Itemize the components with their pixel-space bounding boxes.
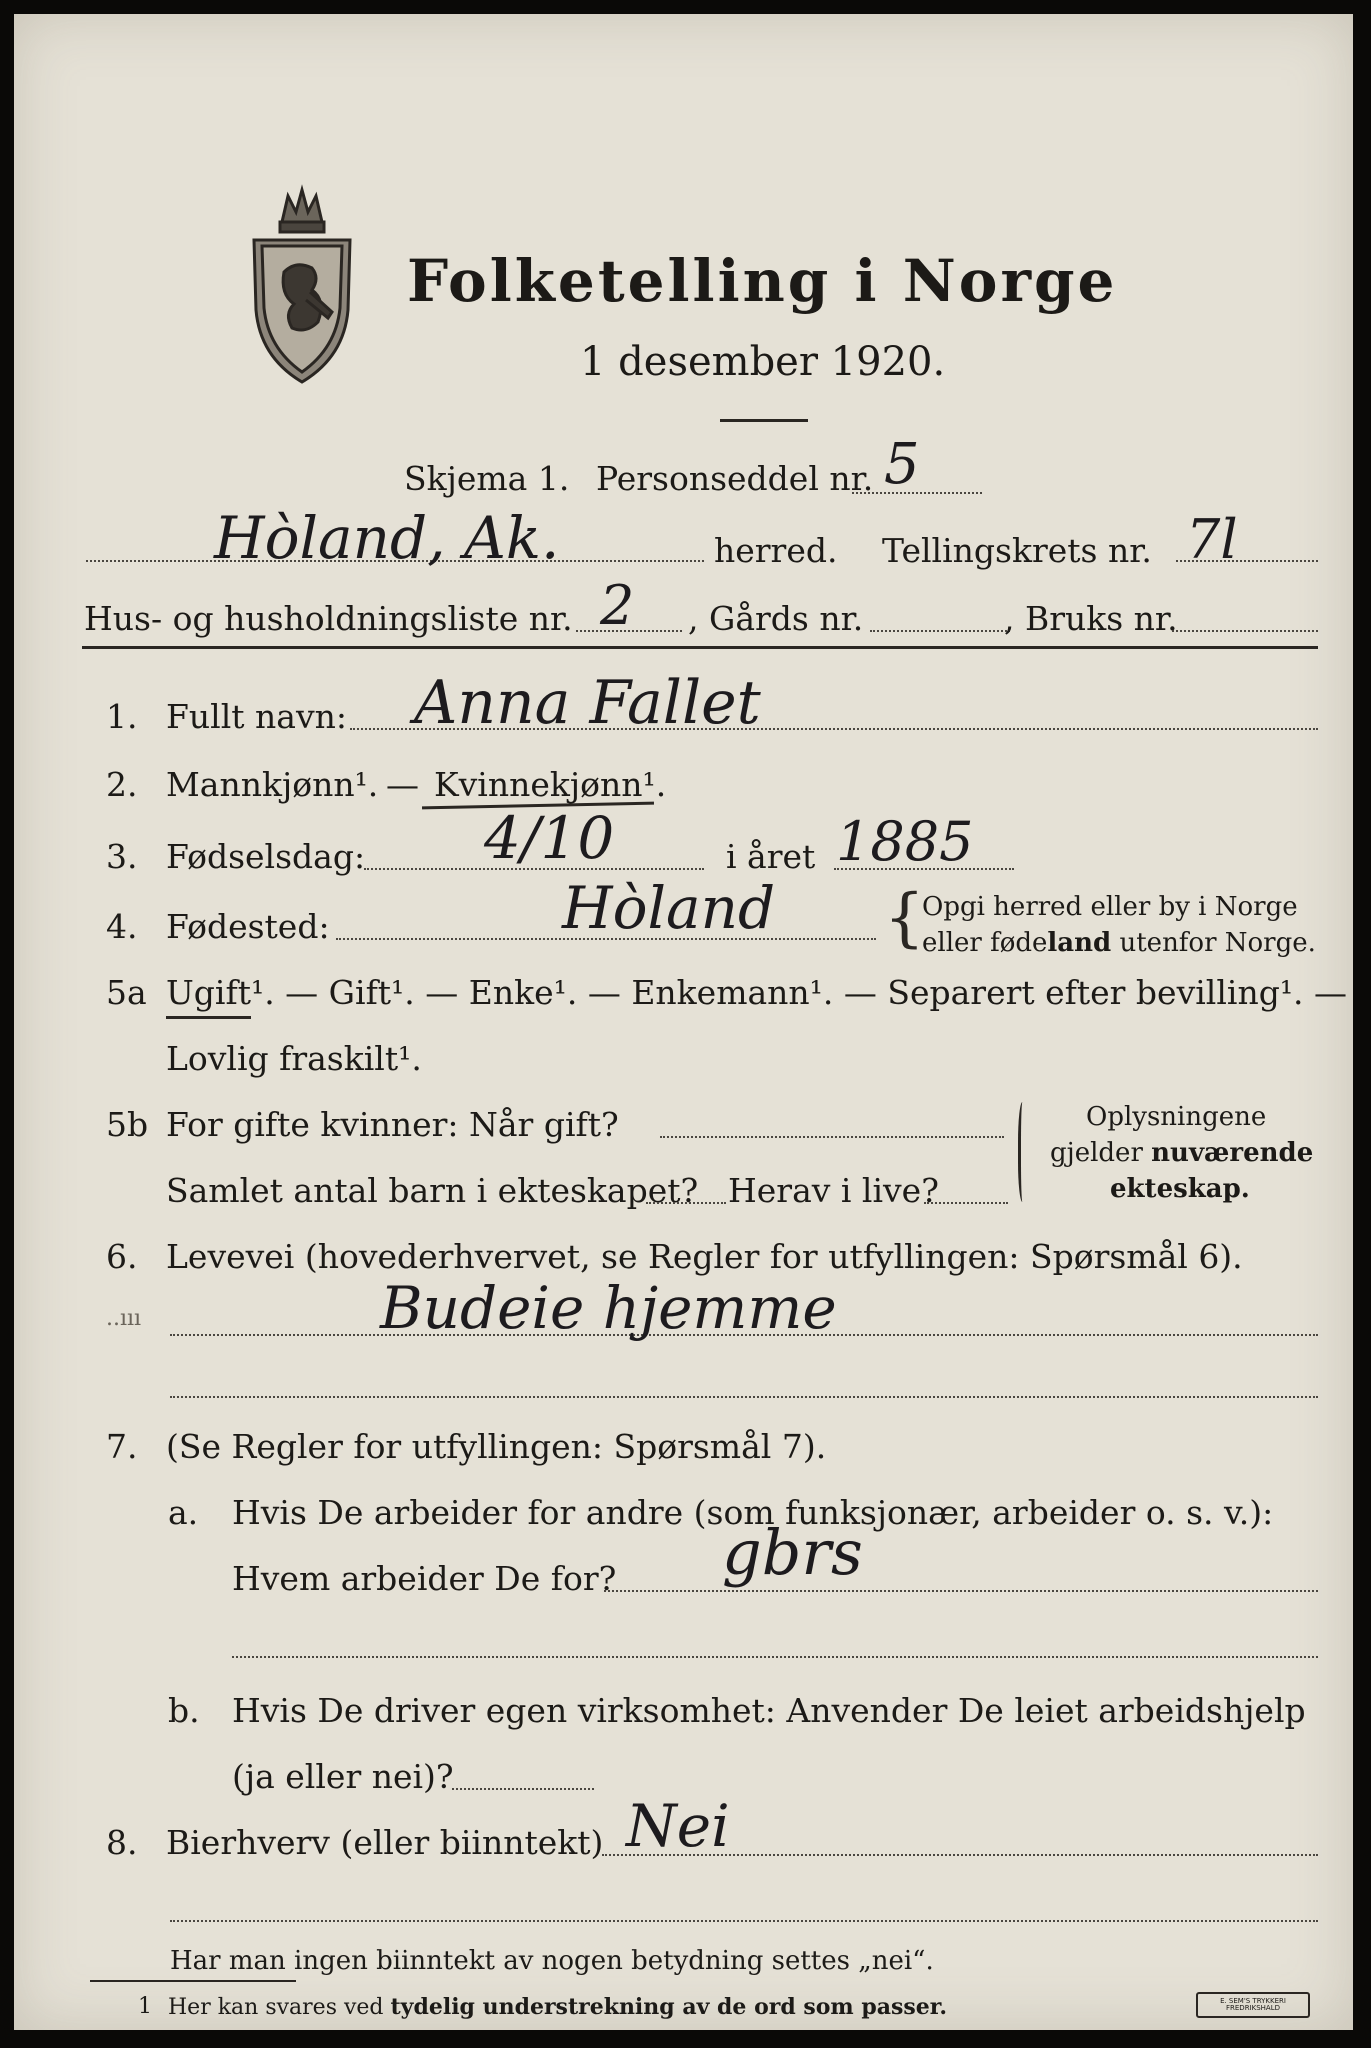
q7a-line2: Hvem arbeider De for? — [232, 1559, 617, 1598]
coat-of-arms-icon — [240, 182, 364, 392]
q7b-letter: b. — [168, 1691, 200, 1730]
q4-number: 4. — [106, 907, 138, 946]
q6-label: Levevei (hovederhvervet, se Regler for utfyllingen: Spørsmål 6). — [166, 1237, 1243, 1276]
q3-label: Fødselsdag: — [166, 837, 366, 876]
herred-value: Hòland, Ak. — [214, 504, 560, 572]
q8-line2 — [170, 1920, 1318, 1922]
q7b-line1: Hvis De driver egen virksomhet: Anvender De leiet arbeidshjelp — [232, 1691, 1306, 1730]
q1-value: Anna Fallet — [414, 668, 761, 738]
q3-year-label: i året — [726, 837, 816, 876]
q8-number: 8. — [106, 1823, 138, 1862]
q5b-line1: For gifte kvinner: Når gift? — [166, 1105, 619, 1144]
q5b-bracket — [1018, 1102, 1029, 1202]
q4-note-line2: eller fødeland utenfor Norge. — [922, 928, 1316, 958]
herred-label: herred. — [714, 531, 838, 570]
footer-rule — [90, 1980, 296, 1982]
q5b-gift-line — [660, 1136, 1004, 1138]
q5b-barn-line — [646, 1202, 726, 1204]
q7b-line — [452, 1788, 594, 1790]
q4-label: Fødested: — [166, 907, 330, 946]
gards-label: , Gårds nr. — [688, 599, 864, 638]
q2-number: 2. — [106, 765, 138, 804]
q7-number: 7. — [106, 1427, 138, 1466]
personseddel-label: Personseddel nr. — [596, 459, 874, 498]
footer-note: Har man ingen biinntekt av nogen betydning settes „nei“. — [170, 1946, 934, 1976]
q7b-line2: (ja eller nei)? — [232, 1757, 454, 1796]
census-form — [14, 14, 1353, 2030]
footnote-text: Her kan svares ved tydelig understrekning av de ord som passer. — [168, 1994, 948, 2020]
q1-label: Fullt navn: — [166, 697, 347, 736]
personseddel-value: 5 — [884, 432, 920, 497]
footnote-mark: 1 — [138, 1994, 152, 2019]
q7a-line-extra — [232, 1656, 1318, 1658]
q4-brace: { — [884, 881, 925, 955]
q7-label: (Se Regler for utfyllingen: Spørsmål 7). — [166, 1427, 827, 1466]
q7a-value: gbrs — [722, 1516, 863, 1589]
q5b-number: 5b — [106, 1105, 149, 1144]
form-date: 1 desember 1920. — [580, 339, 946, 385]
q5b-barn-label: Samlet antal barn i ekteskapet? — [166, 1171, 699, 1210]
q5a-line2: Lovlig fraskilt¹. — [166, 1039, 422, 1078]
header-divider — [82, 646, 1318, 649]
form-title: Folketelling i Norge — [407, 247, 1118, 315]
title-rule — [720, 419, 808, 422]
q8-value: Nei — [626, 1792, 730, 1860]
q6-margin-mark: ..ııı — [106, 1306, 142, 1331]
skjema-label: Skjema 1. — [404, 459, 570, 498]
q5b-note3: ekteskap. — [1110, 1174, 1250, 1204]
q5b-note2: gjelder nuværende — [1050, 1138, 1314, 1168]
q5b-live-line — [924, 1202, 1008, 1204]
q5b-live-label: Herav i live? — [728, 1171, 939, 1210]
tellingskrets-label: Tellingskrets nr. — [882, 531, 1152, 570]
q4-value: Hòland — [562, 874, 776, 942]
q7a-line1: Hvis De arbeider for andre (som funksjonær, arbeider o. s. v.): — [232, 1493, 1274, 1532]
q2-separator: — — [386, 765, 419, 804]
q3-number: 3. — [106, 837, 138, 876]
q7a-letter: a. — [168, 1493, 199, 1532]
gards-line — [870, 630, 1010, 632]
q5a-ugift: Ugift — [166, 973, 251, 1019]
q6-number: 6. — [106, 1237, 138, 1276]
hus-value: 2 — [600, 574, 635, 637]
q6-value: Budeie hjemme — [380, 1274, 837, 1342]
q4-note-line1: Opgi herred eller by i Norge — [922, 892, 1298, 922]
q7a-line — [604, 1590, 1318, 1592]
printer-stamp: E. SEM'S TRYKKERI FREDRIKSHALD — [1196, 1992, 1310, 2018]
q1-number: 1. — [106, 697, 138, 736]
q2-mann: Mannkjønn¹. — [166, 765, 379, 804]
q3-year-value: 1885 — [836, 810, 974, 873]
q3-value: 4/10 — [484, 804, 615, 872]
q2-kvinne: Kvinnekjønn¹. — [434, 765, 667, 804]
q6-line2 — [170, 1396, 1318, 1398]
q8-label: Bierhverv (eller biinntekt) — [166, 1823, 604, 1862]
bruks-line — [1172, 630, 1318, 632]
q5b-note1: Oplysningene — [1086, 1102, 1267, 1132]
hus-label: Hus- og husholdningsliste nr. — [84, 599, 573, 638]
tellingskrets-value: 7l — [1186, 508, 1238, 571]
bruks-label: , Bruks nr. — [1004, 599, 1178, 638]
q5a-number: 5a — [106, 973, 147, 1012]
q5a-options: Ugift¹. — Gift¹. — Enke¹. — Enkemann¹. — Separert efter bevilling¹. — — [166, 976, 1347, 1009]
